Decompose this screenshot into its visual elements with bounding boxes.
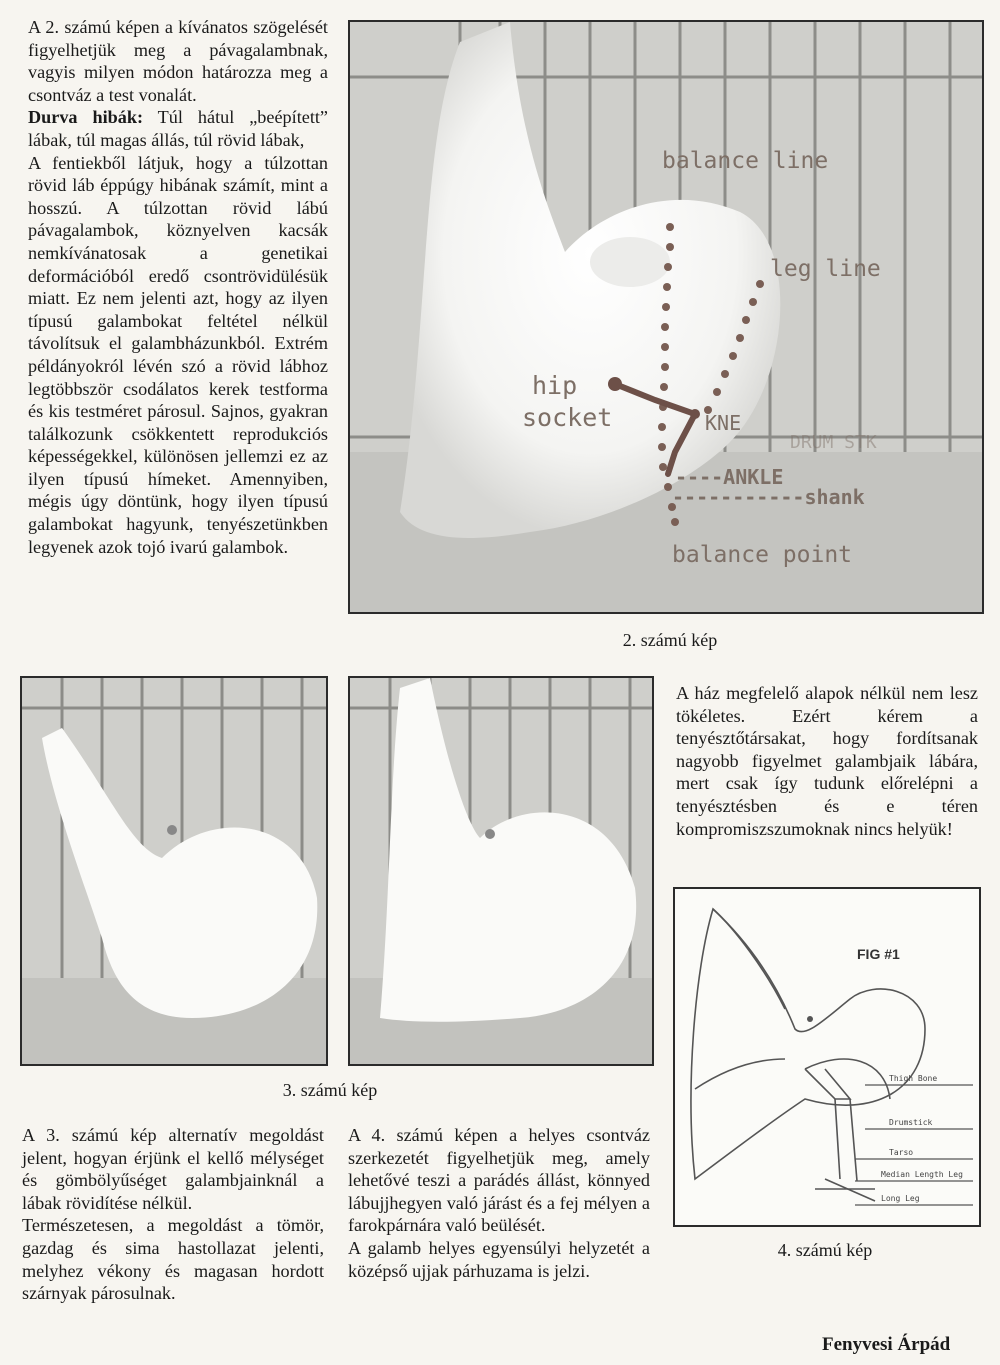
fig-1-label-median: Median Length Leg — [881, 1170, 963, 1179]
bottom-left-paragraph-1: A 3. számú kép alternatív megoldást jelent, hogyan érjünk el kellő mélységet és gömbölyűséget galambjainknál a lábak rövidítése nélkül. — [22, 1125, 324, 1213]
right-paragraph-1: A ház megfelelő alapok nélkül nem lesz tökéletes. Ezért kérem a tenyésztőtársakat, hogy fordítsanak nagyobb figyelmet galambjaik lábára, mert csak így tudunk előrelépni a tenyésztésben és e téren kompromiszszumoknak nincs helyük! — [676, 683, 978, 839]
fig-1-label-long: Long Leg — [881, 1194, 920, 1203]
caption-photo-4: 4. számú kép — [777, 1240, 873, 1260]
photo-3-right — [348, 676, 654, 1066]
caption-photo-3: 3. számú kép — [282, 1080, 378, 1100]
bold-lead: Durva hibák: — [28, 107, 144, 128]
photo-3-left-drawing — [22, 678, 326, 1064]
fig-1-svg — [675, 889, 979, 1225]
label-ankle: ----ANKLE — [675, 465, 784, 489]
right-text-column — [676, 682, 978, 840]
author-signature: Fenyvesi Árpád — [822, 1334, 951, 1355]
bottom-middle-paragraph-1: A 4. számú képen a helyes csontváz szerkezetét figyelhetjük meg, amely lehetővé teszi a parádés állást, könnyed lábujjhegyen való járást és a fej mélyen a farokpárnára való beülését. — [348, 1125, 650, 1236]
intro-paragraph-1: A 2. számú képen a kívánatos szögelését figyelhetjük meg a pávagalambnak, vagyis milyen módon határozza meg a csontváz a test vonalát. — [28, 17, 328, 105]
photo-3-right-drawing — [350, 678, 652, 1064]
bottom-middle-paragraph-2: A galamb helyes egyensúlyi helyzetét a középső ujjak párhuzama is jelzi. — [348, 1237, 650, 1281]
photo-2-drawing — [350, 22, 982, 612]
label-balance-point: balance point — [672, 542, 853, 568]
label-drumstick-faint: DRUM STK — [790, 432, 877, 453]
bottom-middle-text-column — [348, 1124, 650, 1282]
fig-1-title: FIG #1 — [857, 946, 900, 962]
fig-1-label-tarso: Tarso — [889, 1148, 914, 1157]
label-socket: socket — [522, 403, 613, 432]
label-hip: hip — [532, 371, 578, 400]
intro-text-column — [28, 16, 328, 558]
fig-1-drawing — [673, 887, 981, 1227]
label-shank: -----------shank — [672, 485, 865, 509]
bottom-left-text-column — [22, 1124, 324, 1305]
fig-1-label-thigh: Thigh Bone — [889, 1074, 938, 1083]
label-balance-line: balance line — [662, 148, 829, 174]
label-leg-line: leg line — [770, 256, 881, 282]
fig-1-label-drumstick: Drumstick — [889, 1118, 933, 1127]
label-knee: KNE — [705, 411, 742, 435]
bottom-left-paragraph-2: Természetesen, a megoldást a tömör, gazdag és sima hastollazat jelenti, melyhez vékony és magasan hordott szárnyak párosulnak. — [22, 1215, 324, 1304]
intro-paragraph-3: A fentiekből látjuk, hogy a túlzottan rövid láb éppúgy hibának számít, mint a hosszú. A túlzottan rövid lábú pávagalambok, köznyelven kacsák nemkívánatosak a genetikai deformációból eredő csontrövidülésük miatt. Ez nem jelenti azt, hogy az ilyen típusú galambokat feltétel nélkül távolítsuk el galambházunkból. Extrém példányokról lévén szó a rövid lábhoz legtöbbször csodálatos kerek testforma és kis testméret párosul. Sajnos, gyakran találkozunk csökkentett reprodukciós képességekkel, különösen jellemzi ez az ilyen típusú hímeket. Amennyiben, mégis úgy döntünk, hogy ilyen típusú galambokat hagyunk, tenyészetünkben legyenek azok tojó ivarú galambok. — [28, 152, 328, 557]
photo-3-left — [20, 676, 328, 1066]
intro-paragraph-2: Durva hibák: Túl hátul „beépített” lábak, túl magas állás, túl rövid lábak, — [28, 107, 328, 150]
photo-2-annotated-pigeon — [348, 20, 984, 614]
caption-photo-2: 2. számú kép — [622, 630, 718, 650]
